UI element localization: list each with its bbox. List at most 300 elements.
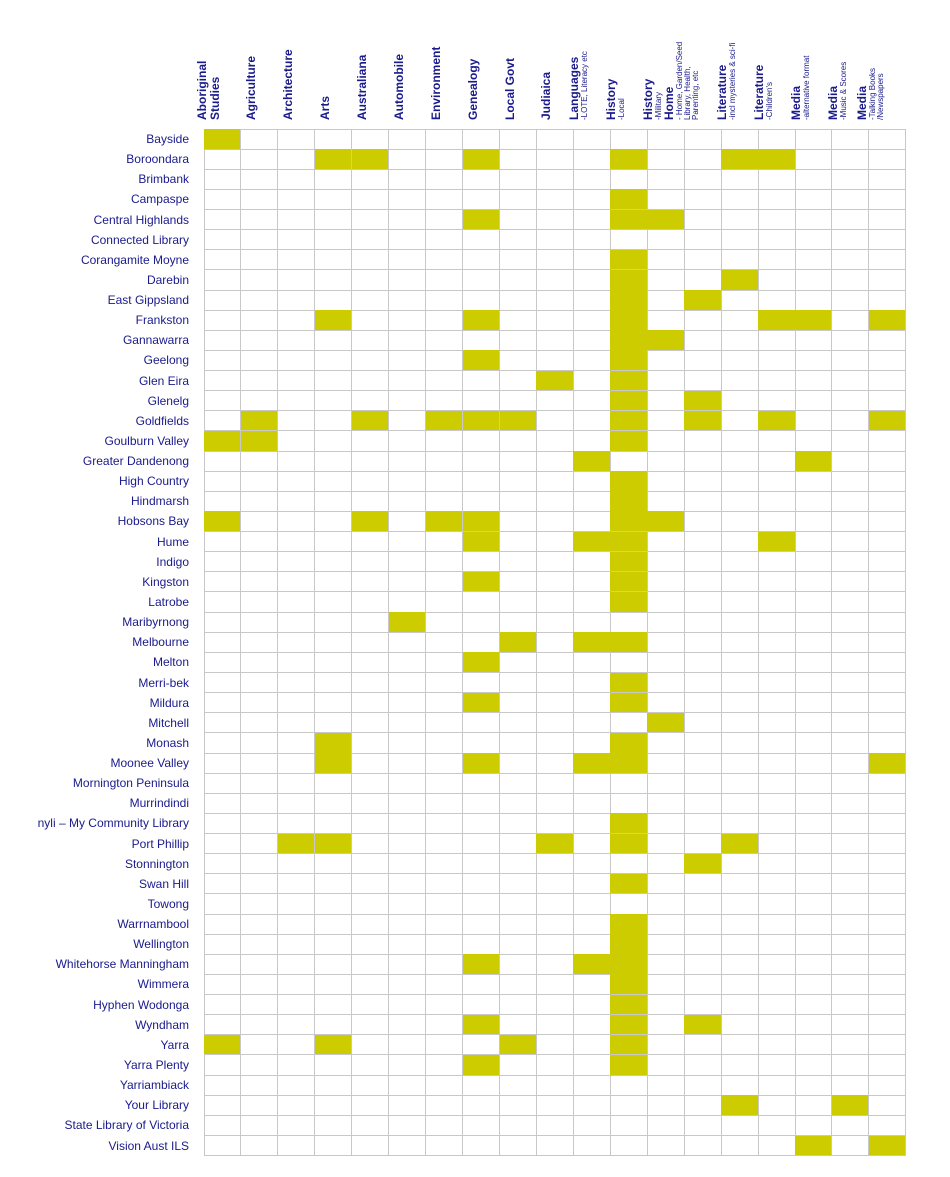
column-header-subtitle: -alternative format (802, 55, 812, 120)
empty-cell (426, 612, 463, 633)
empty-cell (500, 934, 537, 955)
empty-cell (573, 1075, 610, 1096)
empty-cell (536, 753, 573, 774)
empty-cell (352, 532, 389, 553)
empty-cell (758, 471, 795, 492)
empty-cell (869, 230, 906, 251)
empty-cell (536, 713, 573, 734)
empty-cell (315, 532, 352, 553)
empty-cell (352, 974, 389, 995)
empty-cell (536, 673, 573, 694)
empty-cell (573, 210, 610, 231)
empty-cell (869, 552, 906, 573)
empty-cell (426, 350, 463, 371)
filled-cell (610, 330, 647, 351)
empty-cell (758, 250, 795, 271)
empty-cell (795, 391, 832, 412)
empty-cell (241, 552, 278, 573)
filled-cell (389, 612, 426, 633)
filled-cell (610, 954, 647, 975)
empty-cell (204, 773, 241, 794)
empty-cell (241, 230, 278, 251)
empty-cell (389, 451, 426, 472)
empty-cell (795, 713, 832, 734)
empty-cell (315, 451, 352, 472)
empty-cell (721, 471, 758, 492)
empty-cell (241, 270, 278, 291)
empty-cell (389, 652, 426, 673)
empty-cell (278, 612, 315, 633)
empty-cell (204, 1136, 241, 1157)
empty-cell (463, 713, 500, 734)
row-label (0, 1055, 189, 1075)
empty-cell (536, 310, 573, 331)
empty-cell (389, 1115, 426, 1136)
empty-cell (352, 290, 389, 311)
row-label-text: Mitchell (148, 715, 189, 730)
empty-cell (278, 995, 315, 1016)
empty-cell (315, 189, 352, 210)
empty-cell (315, 471, 352, 492)
empty-cell (832, 834, 869, 855)
filled-cell (795, 310, 832, 331)
empty-cell (241, 1055, 278, 1076)
filled-cell (610, 210, 647, 231)
column-header-subtitle: -LOTE, Literacy etc (580, 51, 590, 120)
empty-cell (832, 491, 869, 512)
empty-cell (536, 1115, 573, 1136)
filled-cell (684, 411, 721, 432)
empty-cell (869, 974, 906, 995)
empty-cell (426, 773, 463, 794)
empty-cell (426, 1055, 463, 1076)
empty-cell (500, 854, 537, 875)
empty-cell (315, 974, 352, 995)
empty-cell (352, 250, 389, 271)
empty-cell (832, 350, 869, 371)
empty-cell (869, 874, 906, 895)
empty-cell (463, 1035, 500, 1056)
empty-cell (647, 1075, 684, 1096)
empty-cell (832, 713, 869, 734)
empty-cell (389, 1075, 426, 1096)
empty-cell (832, 1136, 869, 1157)
column-header-title: Literature (752, 64, 767, 120)
empty-cell (684, 793, 721, 814)
empty-cell (241, 1075, 278, 1096)
empty-cell (869, 169, 906, 190)
empty-cell (647, 350, 684, 371)
empty-cell (463, 914, 500, 935)
empty-cell (795, 250, 832, 271)
empty-cell (869, 854, 906, 875)
filled-cell (610, 391, 647, 412)
empty-cell (573, 552, 610, 573)
empty-cell (352, 733, 389, 754)
empty-cell (869, 491, 906, 512)
empty-cell (721, 169, 758, 190)
empty-cell (315, 552, 352, 573)
filled-cell (463, 954, 500, 975)
empty-cell (758, 753, 795, 774)
empty-cell (204, 612, 241, 633)
filled-cell (500, 632, 537, 653)
empty-cell (758, 1136, 795, 1157)
row-label-text: Goulburn Valley (104, 433, 189, 448)
empty-cell (758, 733, 795, 754)
filled-cell (684, 391, 721, 412)
empty-cell (500, 592, 537, 613)
empty-cell (315, 793, 352, 814)
empty-cell (647, 189, 684, 210)
empty-cell (573, 310, 610, 331)
row-label (0, 874, 189, 894)
empty-cell (278, 532, 315, 553)
empty-cell (426, 290, 463, 311)
empty-cell (241, 813, 278, 834)
empty-cell (758, 350, 795, 371)
empty-cell (241, 1035, 278, 1056)
empty-cell (426, 713, 463, 734)
filled-cell (795, 451, 832, 472)
empty-cell (315, 572, 352, 593)
empty-cell (573, 995, 610, 1016)
empty-cell (315, 1136, 352, 1157)
empty-cell (647, 693, 684, 714)
empty-cell (684, 552, 721, 573)
row-label (0, 673, 189, 693)
empty-cell (647, 411, 684, 432)
filled-cell (573, 753, 610, 774)
empty-cell (610, 129, 647, 150)
filled-cell (315, 149, 352, 170)
empty-cell (573, 189, 610, 210)
empty-cell (389, 1136, 426, 1157)
empty-cell (684, 693, 721, 714)
empty-cell (500, 169, 537, 190)
empty-cell (721, 330, 758, 351)
empty-cell (241, 471, 278, 492)
row-label-text: Central Highlands (93, 212, 189, 227)
empty-cell (352, 310, 389, 331)
filled-cell (463, 350, 500, 371)
empty-cell (684, 350, 721, 371)
empty-cell (241, 914, 278, 935)
empty-cell (795, 189, 832, 210)
row-label (0, 230, 189, 250)
filled-cell (204, 431, 241, 452)
empty-cell (536, 169, 573, 190)
empty-cell (832, 189, 869, 210)
empty-cell (647, 471, 684, 492)
filled-cell (610, 1055, 647, 1076)
empty-cell (241, 854, 278, 875)
column-header-title: Languages (567, 56, 582, 120)
empty-cell (647, 995, 684, 1016)
empty-cell (315, 894, 352, 915)
empty-cell (352, 270, 389, 291)
empty-cell (352, 330, 389, 351)
empty-cell (573, 371, 610, 392)
empty-cell (869, 713, 906, 734)
row-label-text: East Gippsland (107, 293, 189, 308)
empty-cell (721, 1136, 758, 1157)
empty-cell (315, 1115, 352, 1136)
filled-cell (463, 753, 500, 774)
empty-cell (389, 552, 426, 573)
empty-cell (647, 431, 684, 452)
empty-cell (721, 934, 758, 955)
empty-cell (463, 834, 500, 855)
filled-cell (463, 411, 500, 432)
row-label-text: Whitehorse Manningham (55, 957, 189, 972)
empty-cell (352, 592, 389, 613)
row-label (0, 1075, 189, 1095)
empty-cell (758, 1075, 795, 1096)
empty-cell (500, 1115, 537, 1136)
empty-cell (647, 974, 684, 995)
empty-cell (832, 652, 869, 673)
empty-cell (315, 371, 352, 392)
empty-cell (315, 1055, 352, 1076)
empty-cell (684, 753, 721, 774)
empty-cell (463, 733, 500, 754)
empty-cell (647, 391, 684, 412)
empty-cell (573, 572, 610, 593)
empty-cell (684, 813, 721, 834)
empty-cell (241, 371, 278, 392)
row-label (0, 813, 189, 833)
empty-cell (352, 169, 389, 190)
empty-cell (869, 129, 906, 150)
row-label (0, 592, 189, 612)
empty-cell (426, 894, 463, 915)
row-label (0, 189, 189, 209)
row-label-text: Gannawarra (122, 333, 189, 348)
column-header (319, 0, 356, 120)
empty-cell (204, 471, 241, 492)
empty-cell (241, 350, 278, 371)
empty-cell (610, 894, 647, 915)
empty-cell (500, 1055, 537, 1076)
column-header-title: Media (825, 85, 840, 120)
row-label (0, 532, 189, 552)
empty-cell (536, 1095, 573, 1116)
empty-cell (426, 189, 463, 210)
empty-cell (721, 189, 758, 210)
empty-cell (647, 874, 684, 895)
filled-cell (241, 411, 278, 432)
empty-cell (389, 673, 426, 694)
empty-cell (573, 652, 610, 673)
column-header-title: Local Govt (502, 57, 517, 120)
empty-cell (500, 552, 537, 573)
empty-cell (869, 1015, 906, 1036)
empty-cell (832, 753, 869, 774)
empty-cell (500, 1136, 537, 1157)
empty-cell (536, 693, 573, 714)
empty-cell (536, 290, 573, 311)
filled-cell (721, 149, 758, 170)
empty-cell (573, 713, 610, 734)
empty-cell (204, 330, 241, 351)
empty-cell (647, 230, 684, 251)
empty-cell (389, 834, 426, 855)
empty-cell (721, 954, 758, 975)
filled-cell (758, 532, 795, 553)
column-header-title: Arts (317, 95, 332, 120)
empty-cell (463, 1115, 500, 1136)
filled-cell (463, 149, 500, 170)
empty-cell (463, 230, 500, 251)
empty-cell (204, 693, 241, 714)
empty-cell (426, 793, 463, 814)
row-label (0, 612, 189, 632)
empty-cell (204, 934, 241, 955)
empty-cell (758, 391, 795, 412)
empty-cell (869, 733, 906, 754)
empty-cell (832, 733, 869, 754)
empty-cell (832, 632, 869, 653)
empty-cell (278, 290, 315, 311)
empty-cell (241, 149, 278, 170)
empty-cell (758, 773, 795, 794)
empty-cell (684, 189, 721, 210)
empty-cell (426, 813, 463, 834)
empty-cell (204, 270, 241, 291)
empty-cell (536, 230, 573, 251)
empty-cell (426, 310, 463, 331)
empty-cell (758, 1055, 795, 1076)
empty-cell (278, 1115, 315, 1136)
empty-cell (684, 632, 721, 653)
empty-cell (204, 230, 241, 251)
empty-cell (721, 552, 758, 573)
empty-cell (315, 491, 352, 512)
empty-cell (389, 310, 426, 331)
empty-cell (869, 632, 906, 653)
empty-cell (684, 894, 721, 915)
empty-cell (758, 793, 795, 814)
empty-cell (389, 411, 426, 432)
empty-cell (389, 1055, 426, 1076)
empty-cell (426, 954, 463, 975)
empty-cell (426, 673, 463, 694)
empty-cell (389, 874, 426, 895)
empty-cell (610, 612, 647, 633)
empty-cell (869, 773, 906, 794)
empty-cell (389, 813, 426, 834)
empty-cell (684, 1055, 721, 1076)
empty-cell (389, 511, 426, 532)
empty-cell (684, 1035, 721, 1056)
empty-cell (647, 451, 684, 472)
column-header-title: Australiana (354, 54, 369, 120)
filled-cell (573, 532, 610, 553)
empty-cell (500, 652, 537, 673)
row-label-text: Corangamite Moyne (80, 252, 189, 267)
empty-cell (352, 773, 389, 794)
empty-cell (204, 350, 241, 371)
empty-cell (684, 673, 721, 694)
empty-cell (610, 854, 647, 875)
empty-cell (352, 874, 389, 895)
empty-cell (241, 491, 278, 512)
column-header (467, 0, 504, 120)
filled-cell (315, 733, 352, 754)
row-label-text: Hyphen Wodonga (93, 997, 189, 1012)
empty-cell (795, 934, 832, 955)
empty-cell (463, 793, 500, 814)
row-label (0, 431, 189, 451)
empty-cell (204, 713, 241, 734)
empty-cell (204, 210, 241, 231)
empty-cell (684, 491, 721, 512)
empty-cell (204, 673, 241, 694)
empty-cell (758, 572, 795, 593)
empty-cell (278, 511, 315, 532)
column-header (393, 0, 430, 120)
empty-cell (500, 914, 537, 935)
empty-cell (684, 572, 721, 593)
empty-cell (426, 874, 463, 895)
empty-cell (795, 230, 832, 251)
empty-cell (647, 854, 684, 875)
empty-cell (832, 451, 869, 472)
empty-cell (795, 371, 832, 392)
filled-cell (610, 834, 647, 855)
empty-cell (758, 1035, 795, 1056)
empty-cell (463, 471, 500, 492)
filled-cell (315, 1035, 352, 1056)
empty-cell (204, 371, 241, 392)
empty-cell (832, 129, 869, 150)
empty-cell (278, 330, 315, 351)
row-label (0, 1035, 189, 1055)
empty-cell (573, 612, 610, 633)
empty-cell (426, 169, 463, 190)
empty-cell (573, 330, 610, 351)
column-header (430, 0, 467, 120)
empty-cell (278, 652, 315, 673)
row-label (0, 169, 189, 189)
empty-cell (758, 1115, 795, 1136)
row-label-text: Swan Hill (138, 876, 189, 891)
column-header-title: History (641, 78, 656, 120)
empty-cell (721, 511, 758, 532)
row-label (0, 552, 189, 572)
row-label-text: Stonnington (124, 856, 189, 871)
empty-cell (647, 673, 684, 694)
empty-cell (241, 954, 278, 975)
row-label (0, 693, 189, 713)
empty-cell (795, 995, 832, 1016)
filled-cell (463, 1055, 500, 1076)
filled-cell (647, 330, 684, 351)
filled-cell (352, 511, 389, 532)
empty-cell (758, 974, 795, 995)
column-header-title: Studies (208, 76, 222, 120)
empty-cell (832, 511, 869, 532)
empty-cell (795, 491, 832, 512)
empty-cell (241, 713, 278, 734)
empty-cell (204, 854, 241, 875)
empty-cell (426, 532, 463, 553)
empty-cell (241, 753, 278, 774)
empty-cell (241, 250, 278, 271)
filled-cell (573, 954, 610, 975)
empty-cell (536, 391, 573, 412)
